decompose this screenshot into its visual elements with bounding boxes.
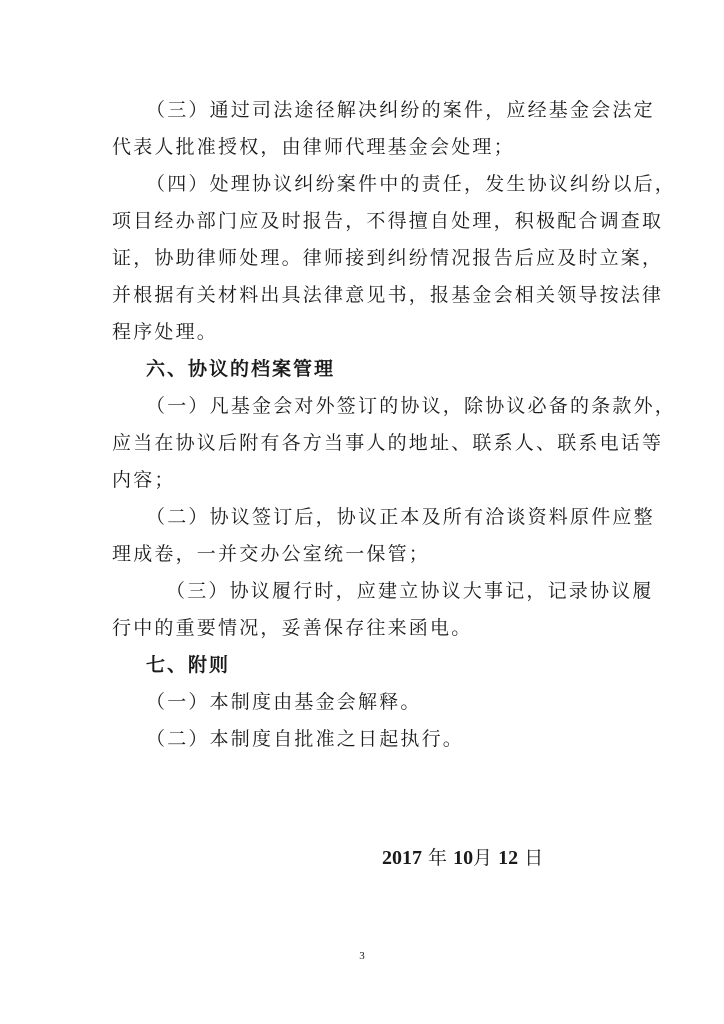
page-number: 3 — [359, 950, 365, 962]
date-year-unit: 年 — [428, 847, 448, 869]
paragraph-line: 程序处理。 — [112, 321, 219, 343]
paragraph-line: （一）本制度由基金会解释。 — [146, 691, 422, 713]
paragraph-line: 应当在协议后附有各方当事人的地址、联系人、联系电话等 — [112, 432, 664, 454]
paragraph-line: （一）凡基金会对外签订的协议，除协议必备的条款外， — [146, 395, 677, 417]
paragraph-line: 内容； — [112, 469, 176, 491]
paragraph-line: 项目经办部门应及时报告，不得擅自处理，积极配合调查取 — [112, 210, 664, 232]
paragraph-line: 理成卷，一并交办公室统一保管； — [112, 543, 431, 565]
date-month: 10 — [453, 847, 474, 869]
date-day: 12 — [498, 847, 519, 869]
paragraph-line: （三）协议履行时，应建立协议大事记，记录协议履 — [166, 580, 654, 602]
paragraph-line: 并根据有关材料出具法律意见书，报基金会相关领导按法律 — [112, 284, 664, 306]
paragraph-line: 代表人批准授权，由律师代理基金会处理； — [112, 136, 515, 158]
paragraph-line: 证，协助律师处理。律师接到纠纷情况报告后应及时立案， — [112, 247, 664, 269]
paragraph-line: （三）通过司法途径解决纠纷的案件，应经基金会法定 — [146, 99, 655, 121]
paragraph-line: （二）协议签订后，协议正本及所有洽谈资料原件应整 — [146, 506, 655, 528]
paragraph-line: （四）处理协议纠纷案件中的责任，发生协议纠纷以后， — [146, 173, 677, 195]
paragraph-line: 行中的重要情况，妥善保存往来函电。 — [112, 617, 473, 639]
date-day-unit: 日 — [524, 847, 544, 869]
date-month-unit: 月 — [473, 847, 493, 869]
date-year: 2017 — [382, 847, 422, 869]
section-heading: 七、附则 — [146, 654, 231, 676]
section-heading: 六、协议的档案管理 — [146, 358, 336, 380]
paragraph-line: （二）本制度自批准之日起执行。 — [146, 728, 465, 750]
document-date — [382, 845, 543, 871]
